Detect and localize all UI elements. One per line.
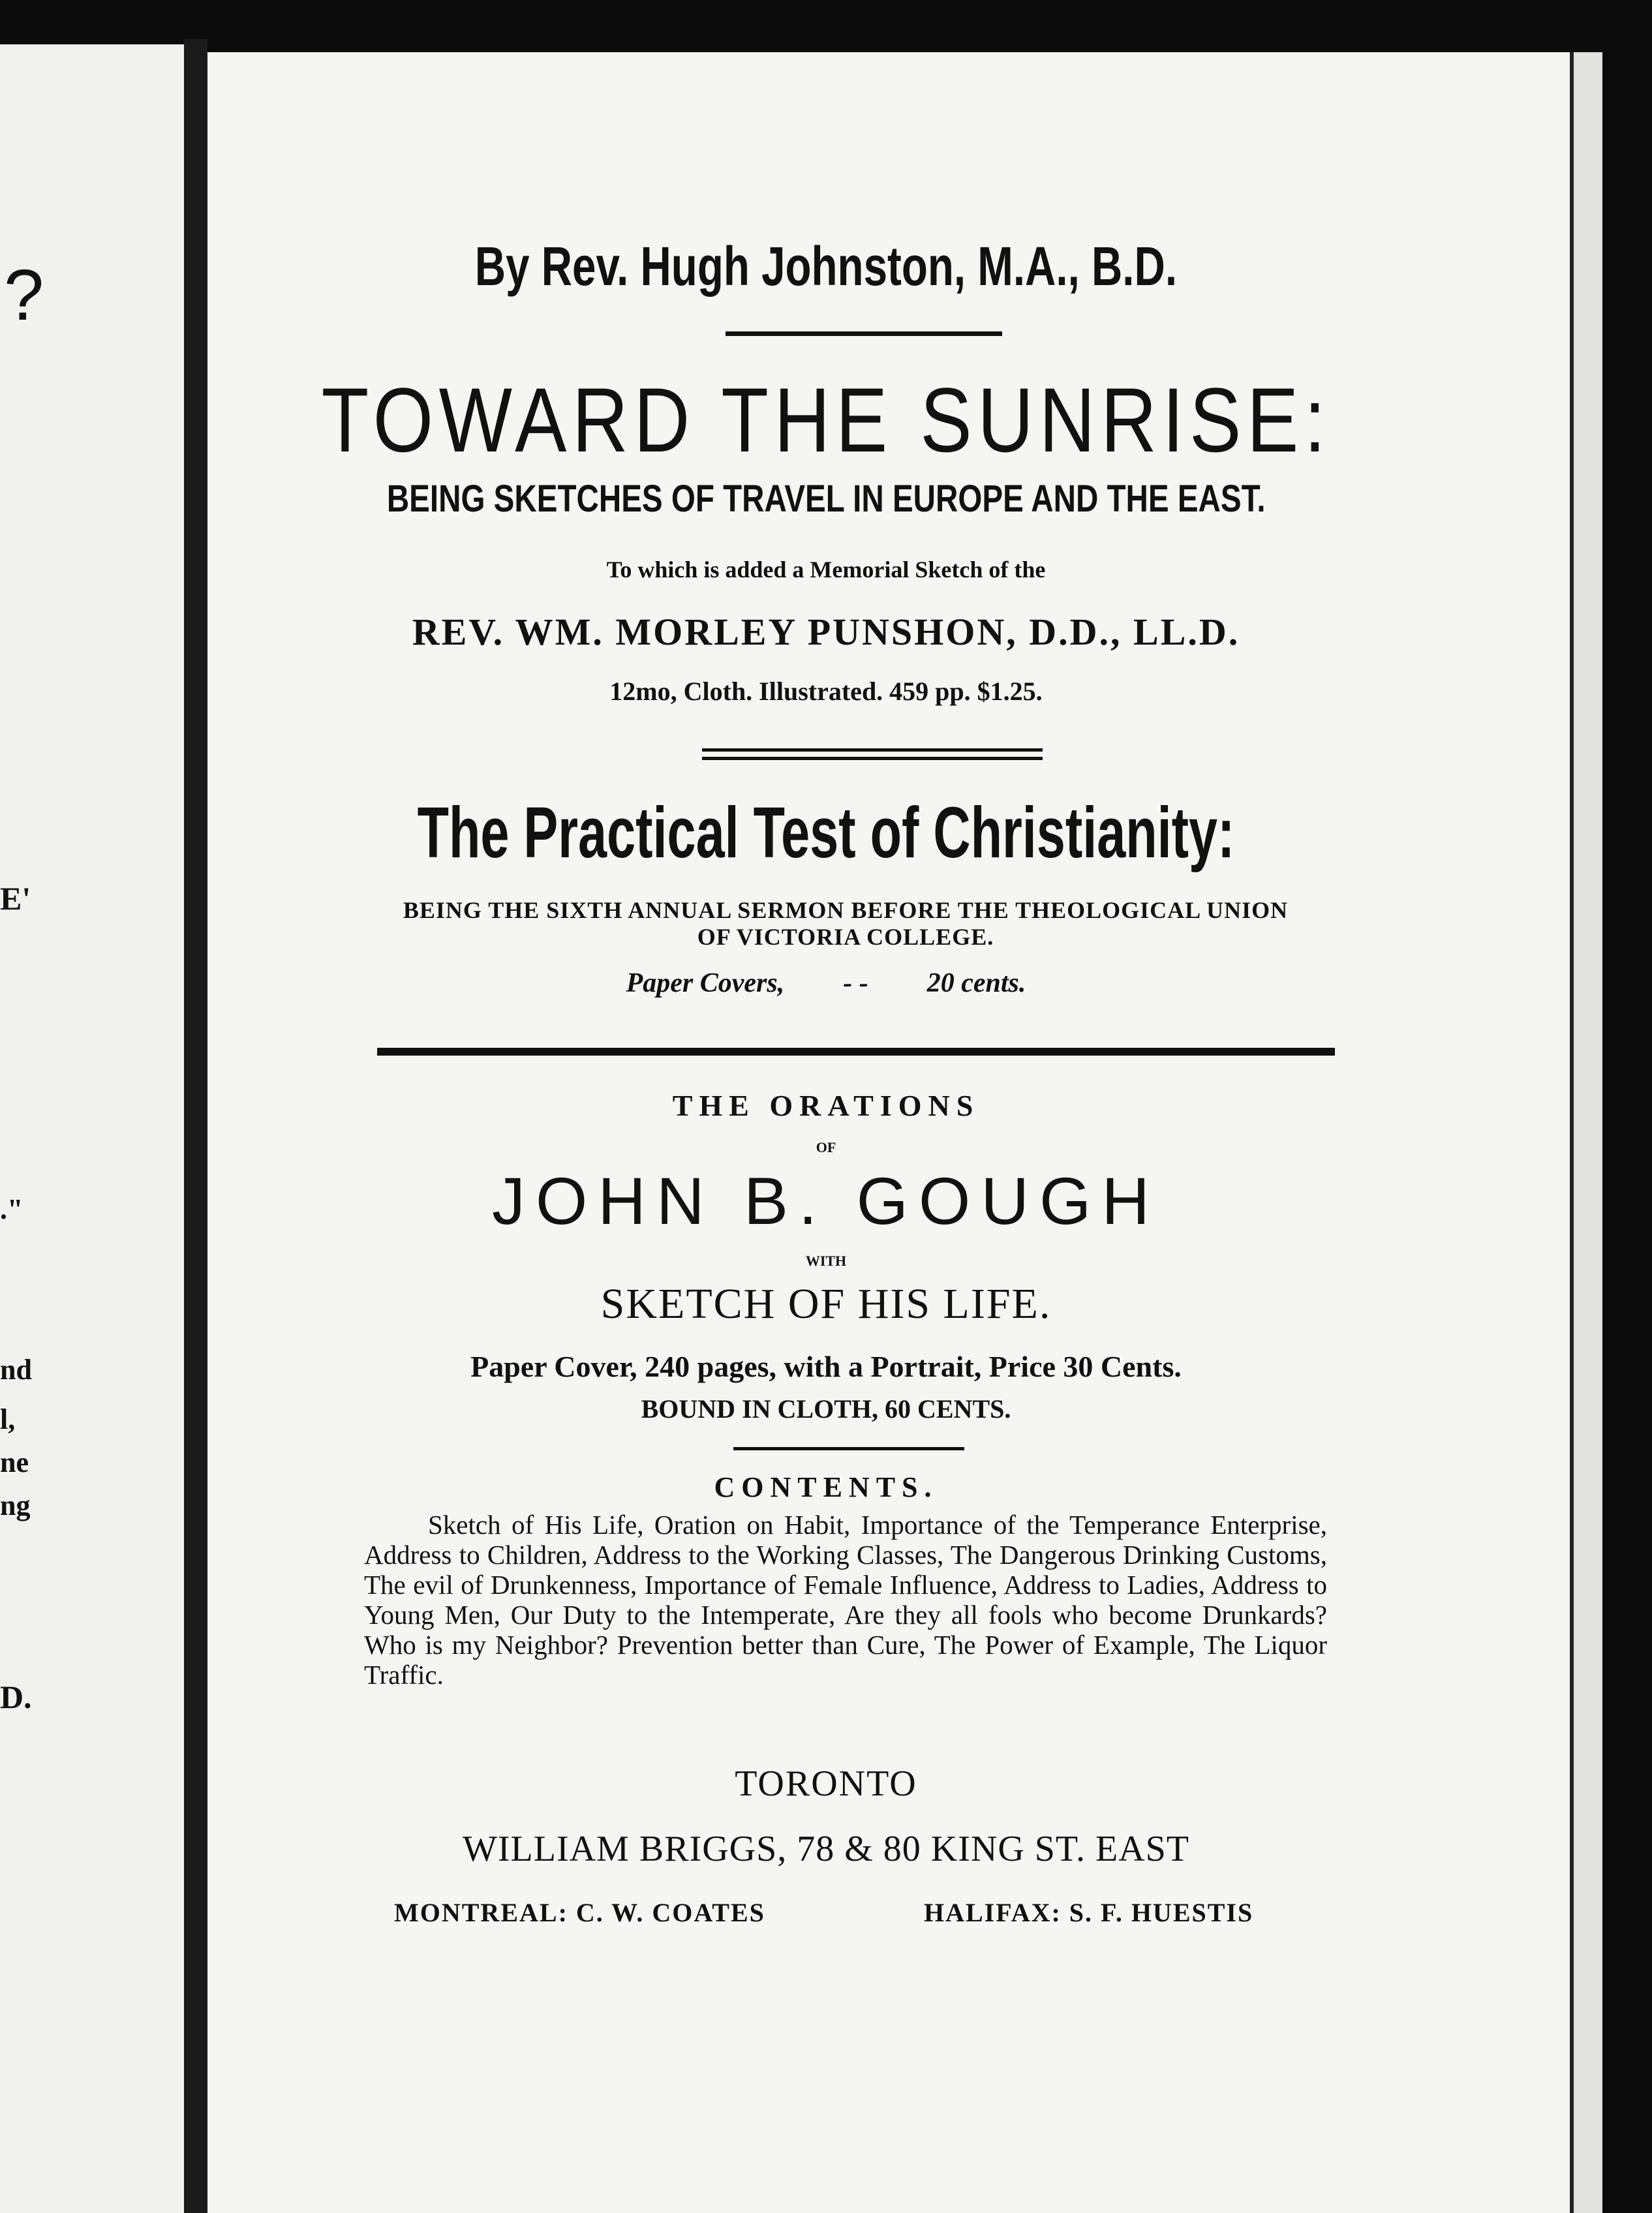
book-subtitle-practical-test-2: OF VICTORIA COLLEGE. bbox=[697, 924, 994, 950]
page-gutter bbox=[184, 39, 207, 2213]
publisher-address: WILLIAM BRIGGS, 78 & 80 KING ST. EAST bbox=[463, 1829, 1189, 1869]
orations-with: WITH bbox=[805, 1253, 847, 1269]
orations-heading: THE ORATIONS bbox=[672, 1089, 980, 1122]
orator-name: JOHN B. GOUGH bbox=[491, 1164, 1161, 1238]
left-fragment: ng bbox=[0, 1489, 31, 1521]
memorial-name: REV. WM. MORLEY PUNSHON, D.D., LL.D. bbox=[412, 611, 1240, 653]
book-title-sunrise: TOWARD THE SUNRISE: bbox=[321, 369, 1331, 471]
divider-rule bbox=[702, 757, 1043, 760]
montreal-agent: MONTREAL: C. W. COATES bbox=[394, 1898, 765, 1927]
publisher-city: TORONTO bbox=[735, 1763, 917, 1804]
left-fragment: l, bbox=[0, 1403, 16, 1435]
left-fragment: D. bbox=[0, 1679, 32, 1715]
book-subtitle-practical-test: BEING THE SIXTH ANNUAL SERMON BEFORE THE THEOLOGICAL UNION bbox=[403, 897, 1289, 923]
binding-label: Paper Covers, bbox=[626, 968, 785, 998]
halifax-agent: HALIFAX: S. F. HUESTIS bbox=[924, 1898, 1254, 1927]
scan-border bbox=[1602, 39, 1652, 2213]
orations-of: OF bbox=[816, 1139, 836, 1155]
left-fragment: ne bbox=[0, 1446, 29, 1478]
paper-cover-price: Paper Cover, 240 pages, with a Portrait, Price 30 Cents. bbox=[470, 1350, 1182, 1383]
book-subtitle-sunrise: BEING SKETCHES OF TRAVEL IN EUROPE AND THE EAST. bbox=[386, 478, 1266, 520]
contents-heading: CONTENTS. bbox=[714, 1471, 938, 1503]
cloth-price: BOUND IN CLOTH, 60 CENTS. bbox=[641, 1394, 1011, 1424]
book-details-sunrise: 12mo, Cloth. Illustrated. 459 pp. $1.25. bbox=[609, 677, 1043, 706]
left-fragment: ." bbox=[0, 1193, 23, 1225]
heavy-divider-rule bbox=[377, 1048, 1335, 1056]
book-price-practical-test bbox=[0, 969, 1652, 997]
left-fragment: nd bbox=[0, 1354, 32, 1386]
left-page-edge bbox=[0, 44, 184, 2213]
left-fragment: E' bbox=[0, 880, 31, 917]
orations-subtitle: SKETCH OF HIS LIFE. bbox=[600, 1280, 1052, 1328]
divider-rule bbox=[702, 748, 1043, 752]
memorial-note: To which is added a Memorial Sketch of the bbox=[606, 557, 1046, 583]
author-line: By Rev. Hugh Johnston, M.A., B.D. bbox=[474, 236, 1178, 297]
book-title-practical-test: The Practical Test of Christianity: bbox=[417, 793, 1235, 873]
contents-text: Sketch of His Life, Oration on Habit, Importance of the Temperance Enterprise, Address to Children, Address to the Working Classes, The Dangerous Drinking Customs, The evil of Drunkenness, Importance of Female Influence, Address to Ladies, Address to Young Men, Our Duty to the Intemperate, Are they all fools who become Drunkards? Who is my Neighbor? Prevention better than Cure, The Power of Example, The Liquor Traffic. bbox=[364, 1510, 1327, 1690]
price-dots: - - bbox=[843, 968, 868, 998]
divider-rule bbox=[726, 331, 1002, 336]
price-value: 20 cents. bbox=[926, 968, 1026, 998]
divider-rule bbox=[733, 1447, 964, 1450]
left-fragment: ? bbox=[4, 255, 44, 335]
